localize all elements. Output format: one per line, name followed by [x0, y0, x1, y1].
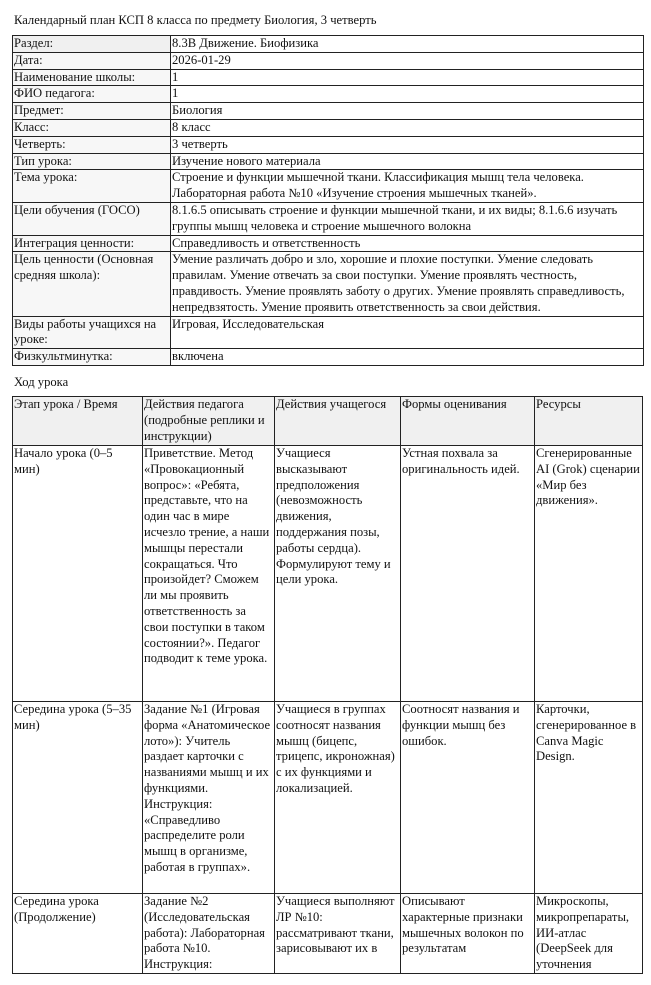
column-header-teacher: Действия педагога (подробные реплики и инструкции) — [143, 397, 275, 446]
info-label: Предмет: — [13, 103, 171, 120]
teacher-actions-cell: Приветствие. Метод «Провокационный вопрос»: «Ребята, представьте, что на один час в мире исчезло трение, а наши мышцы перестали сокращаться. Что произойдет? Сможем ли мы проявить ответственность за свои поступки в таком состоянии?». Педагог подводит к теме урока. — [143, 446, 275, 702]
info-label: Тема урока: — [13, 170, 171, 203]
assessment-cell: Описывают характерные признаки мышечных волокон по результатам — [401, 894, 535, 974]
teacher-actions-cell: Задание №2 (Исследовательская работа): Лабораторная работа №10. Инструкция: — [143, 894, 275, 974]
info-row-date — [13, 52, 644, 69]
stage-cell: Середина урока (Продолжение) — [13, 894, 143, 974]
info-value: 1 — [171, 69, 644, 86]
info-value: 1 — [171, 86, 644, 103]
info-value: Биология — [171, 103, 644, 120]
resources-cell: Сгенерированные AI (Grok) сценарии «Мир без движения». — [535, 446, 643, 702]
info-row-school — [13, 69, 644, 86]
student-actions-cell: Учащиеся высказывают предположения (невозможность движения, поддержания позы, работы сердца). Формулируют тему и цели урока. — [275, 446, 401, 702]
info-row-value-goal — [13, 252, 644, 316]
info-label: Цели обучения (ГОСО) — [13, 202, 171, 235]
table-row — [13, 894, 643, 974]
info-label: Цель ценности (Основная средняя школа): — [13, 252, 171, 316]
info-value: 8.3В Движение. Биофизика — [171, 36, 644, 53]
info-label: Физкультминутка: — [13, 349, 171, 366]
info-value: Строение и функции мышечной ткани. Классификация мышц тела человека. Лабораторная работа №10 «Изучение строения мышечных тканей». — [171, 170, 644, 203]
info-label: Дата: — [13, 52, 171, 69]
lesson-table-header — [13, 397, 643, 446]
info-row-lesson-type — [13, 153, 644, 170]
stage-cell: Середина урока (5–35 мин) — [13, 702, 143, 894]
info-row-value-integration — [13, 235, 644, 252]
info-value: включена — [171, 349, 644, 366]
resources-cell: Микроскопы, микропрепараты, ИИ-атлас (DeepSeek для уточнения — [535, 894, 643, 974]
info-label: Раздел: — [13, 36, 171, 53]
document-title: Календарный план КСП 8 класса по предмету Биология, 3 четверть — [14, 13, 377, 27]
info-value: Умение различать добро и зло, хорошие и плохие поступки. Умение следовать правилам. Умение отвечать за свои поступки. Умение проявлять честность, правдивость. Умение проявлять заботу о других. Умение проявлять справедливость, непредвзятость. Умение проявить ответственность за свои действия. — [171, 252, 644, 316]
info-row-grade — [13, 119, 644, 136]
info-value: Справедливость и ответственность — [171, 235, 644, 252]
column-header-assessment: Формы оценивания — [401, 397, 535, 446]
info-row-teacher — [13, 86, 644, 103]
info-row-quarter — [13, 136, 644, 153]
lesson-flow-title: Ход урока — [14, 375, 69, 389]
student-actions-cell: Учащиеся в группах соотносят названия мышц (бицепс, трицепс, икроножная) с их функциями и локализацией. — [275, 702, 401, 894]
resources-cell: Карточки, сгенерированное в Canva Magic Design. — [535, 702, 643, 894]
info-label: Виды работы учащихся на уроке: — [13, 316, 171, 349]
info-label: Четверть: — [13, 136, 171, 153]
info-value: 2026-01-29 — [171, 52, 644, 69]
info-value: 8.1.6.5 описывать строение и функции мышечной ткани, и их виды; 8.1.6.6 изучать группы мышц человека и строение мышечного волокна — [171, 202, 644, 235]
table-row — [13, 446, 643, 702]
info-row-work-types — [13, 316, 644, 349]
lesson-flow-table — [12, 396, 643, 974]
info-value: 8 класс — [171, 119, 644, 136]
info-value: Игровая, Исследовательская — [171, 316, 644, 349]
assessment-cell: Устная похвала за оригинальность идей. — [401, 446, 535, 702]
info-label: Тип урока: — [13, 153, 171, 170]
info-row-objectives — [13, 202, 644, 235]
info-row-subject — [13, 103, 644, 120]
assessment-cell: Соотносят названия и функции мышц без ошибок. — [401, 702, 535, 894]
column-header-stage: Этап урока / Время — [13, 397, 143, 446]
info-value: 3 четверть — [171, 136, 644, 153]
lesson-info-table — [12, 35, 644, 366]
info-row-topic — [13, 170, 644, 203]
table-row — [13, 702, 643, 894]
info-value: Изучение нового материала — [171, 153, 644, 170]
info-label: Наименование школы: — [13, 69, 171, 86]
column-header-resources: Ресурсы — [535, 397, 643, 446]
info-label: Класс: — [13, 119, 171, 136]
info-row-exercise-break — [13, 349, 644, 366]
info-row-section — [13, 36, 644, 53]
info-label: Интеграция ценности: — [13, 235, 171, 252]
teacher-actions-cell: Задание №1 (Игровая форма «Анатомическое лото»): Учитель раздает карточки с названиями мышц и их функциями. Инструкция: «Справедливо распределите роли мышц в организме, работая в группах». — [143, 702, 275, 894]
student-actions-cell: Учащиеся выполняют ЛР №10: рассматривают ткани, зарисовывают их в — [275, 894, 401, 974]
info-label: ФИО педагога: — [13, 86, 171, 103]
stage-cell: Начало урока (0–5 мин) — [13, 446, 143, 702]
column-header-student: Действия учащегося — [275, 397, 401, 446]
